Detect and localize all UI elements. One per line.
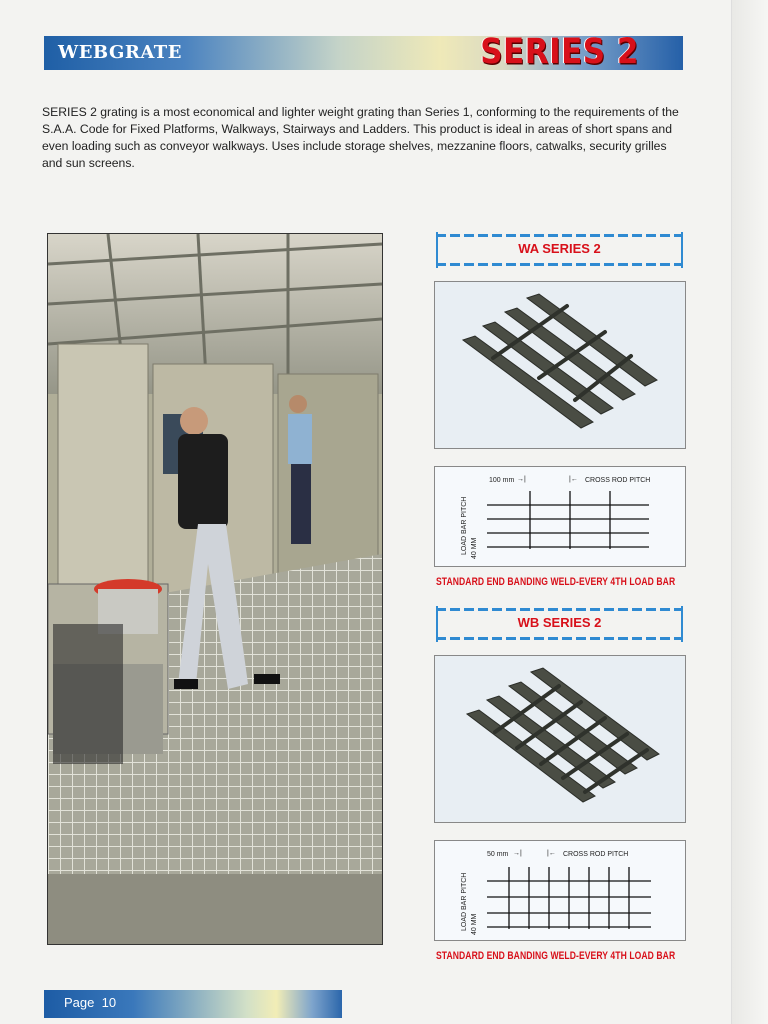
wa-series-title: WA SERIES 2 xyxy=(518,241,601,256)
wb-cross-rod-label: CROSS ROD PITCH xyxy=(563,851,629,858)
wa-banding-note: STANDARD END BANDING WELD-EVERY 4TH LOAD BAR xyxy=(436,576,676,588)
second-worker xyxy=(288,395,312,544)
wb-grating-image xyxy=(434,655,686,823)
wb-spacing-label: 50 mm xyxy=(487,851,509,858)
wa-load-bar-label: LOAD BAR PITCH xyxy=(461,496,468,555)
brand-title: WEBGRATE xyxy=(58,42,182,63)
wa-grating-image xyxy=(434,281,686,449)
series-title: SERIES 2 xyxy=(480,31,639,73)
page-edge xyxy=(731,0,768,1024)
wb-pitch-label: 40 MM xyxy=(471,913,478,935)
wa-cross-rod-label: CROSS ROD PITCH xyxy=(585,477,651,484)
wa-pitch-label: 40 MM xyxy=(471,537,478,559)
wa-pitch-diagram: 100 mm →| |← CROSS ROD PITCH LOAD BAR PITCH 40 MM xyxy=(434,466,686,567)
wa-series-banner xyxy=(436,232,683,268)
wb-series-banner xyxy=(436,606,683,642)
wa-spacing-label: 100 mm xyxy=(489,477,515,484)
footer-bar xyxy=(44,990,342,1018)
header-bar xyxy=(44,31,683,73)
wb-pitch-diagram: 50 mm →| |← CROSS ROD PITCH LOAD BAR PITCH 40 MM xyxy=(434,840,686,941)
wb-series-title: WB SERIES 2 xyxy=(517,615,602,630)
wb-load-bar-label: LOAD BAR PITCH xyxy=(461,872,468,931)
page-number: Page 10 xyxy=(64,995,117,1010)
factory-photo xyxy=(47,233,383,945)
wb-banding-note: STANDARD END BANDING WELD-EVERY 4TH LOAD BAR xyxy=(436,950,676,962)
intro-paragraph: SERIES 2 grating is a most economical and lighter weight grating than Series 1, conforming to the requirements of the S.A.A. Code for Fixed Platforms, Walkways, Stairways and Ladders. This product is ideal in areas of short spans and even loading such as conveyor walkways. Uses include storage shelves, mezzanine floors, catwalks, security grilles and sun screens. xyxy=(42,105,679,170)
